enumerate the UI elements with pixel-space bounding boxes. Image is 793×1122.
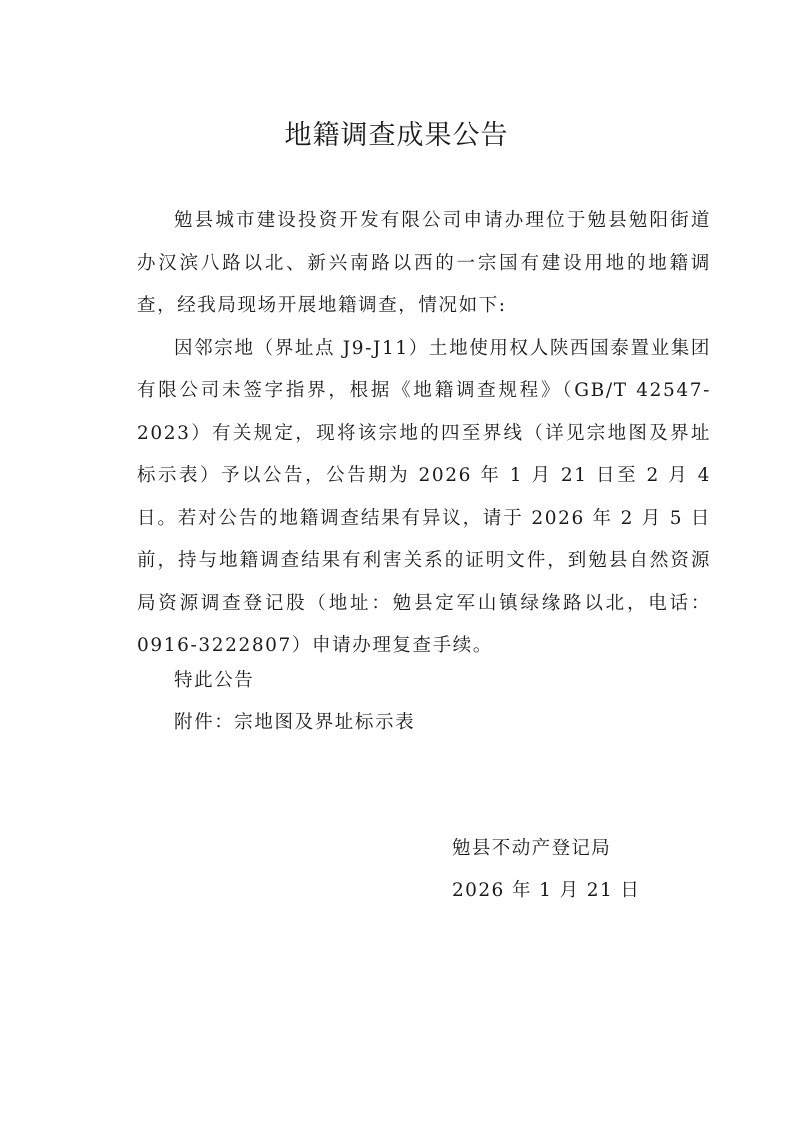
issuer-name: 勉县不动产登记局 (452, 838, 612, 859)
notice-body (137, 200, 711, 668)
document-title: 地籍调查成果公告 (284, 120, 509, 151)
issue-date: 2026 年 1 月 21 日 (452, 880, 641, 901)
closing-statement: 特此公告 (174, 670, 255, 691)
paragraph-details: 因邻宗地（界址点 J9-J11）土地使用权人陕西国泰置业集团有限公司未签字指界，根据《地籍调查规程》（GB/T 42547-2023）有关规定，现将该宗地的四至界线（详见宗地图及界址标示表）予以公告，公告期为 2026 年 1 月 21 日至 2 月 4 日。若对公告的地籍调查结果有异议，请于 2026 年 2 月 5 日前，持与地籍调查结果有利害关系的证明文件，到勉县自然资源局资源调查登记股（地址：勉县定军山镇绿缘路以北，电话：0916-3222807）申请办理复查手续。 (137, 337, 711, 656)
paragraph-intro: 勉县城市建设投资开发有限公司申请办理位于勉县勉阳街道办汉滨八路以北、新兴南路以西的一宗国有建设用地的地籍调查，经我局现场开展地籍调查，情况如下: (137, 210, 711, 316)
attachment-note: 附件：宗地图及界址标示表 (174, 712, 416, 733)
